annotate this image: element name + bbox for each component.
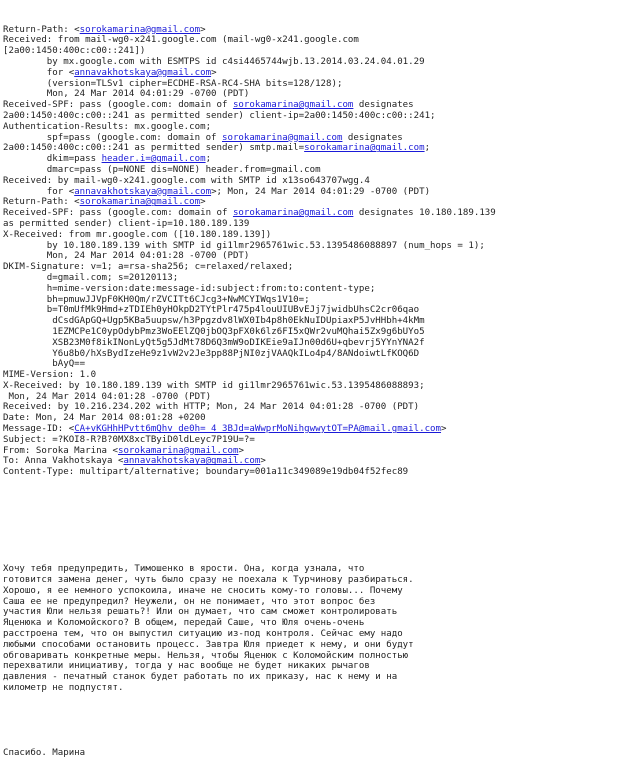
header-text: > [441, 424, 447, 435]
header-line [3, 370, 620, 381]
body-signature-gap [3, 715, 620, 726]
header-line [3, 187, 620, 198]
header-line [3, 57, 620, 68]
header-text: dkim=pass [3, 154, 102, 165]
email-body [3, 564, 620, 694]
header-text: Received-SPF: pass (google.com: domain of [3, 208, 233, 219]
header-text: DKIM-Signature: v=1; a=rsa-sha256; c=relaxed/relaxed; [3, 262, 294, 273]
email-headers [3, 25, 620, 478]
email-link[interactable]: annavakhotskaya@gmail.com [123, 456, 261, 467]
email-signature: Спасибо. Марина [3, 748, 86, 758]
header-text: Mon, 24 Mar 2014 04:01:28 -0700 (PDT) [3, 391, 212, 402]
header-text: X-Received: by 10.180.189.139 with SMTP id gi1lmr2965761wic.53.1395486088893; [3, 380, 425, 391]
header-line [3, 68, 620, 79]
email-link[interactable]: sorokamarina@gmail.com [117, 445, 239, 456]
header-text: > [200, 24, 206, 35]
body-line: давления - печатный станок будет работать по их приказу, нас к нему и на [3, 672, 398, 683]
email-link[interactable]: sorokamarina@gmail.com [222, 132, 343, 143]
header-line [3, 273, 620, 284]
header-text: for < [3, 67, 75, 78]
header-text: Received: from mail-wg0-x241.google.com (mail-wg0-x241.google.com [3, 35, 359, 46]
header-text: h=mime-version:date:message-id:subject:from:to:content-type; [3, 283, 376, 294]
header-text: designates 10.180.189.139 [353, 208, 496, 219]
header-text: Y6u8b0/hXsBydIzeHe9z1vW2v2Je3pp88PjNI0zjVAAQkILo4p4/8ANdoiwtLfKOQ6D [3, 348, 420, 359]
email-link[interactable]: sorokamarina@gmail.com [232, 208, 354, 219]
header-text: XSB23M0f8ikINonLyQt5g5JdMt78D6Q3mW9oDIKEie9aIJn00d6U+qbevrj5YYnYNA2f [3, 337, 425, 348]
header-text: ; [205, 154, 212, 165]
email-link[interactable]: header.i=@gmail.com [101, 154, 206, 165]
header-line [3, 111, 620, 122]
header-line [3, 467, 620, 478]
body-line: готовится замена денег, чуть было сразу не поехала к Турчинову разбираться. [3, 575, 414, 586]
header-text: To: Anna Vakhotskaya < [3, 456, 124, 467]
header-text: Content-Type: multipart/alternative; boundary=001a11c349089e19db04f52fec89 [3, 467, 409, 478]
header-text: as permitted sender) client-ip=10.180.189.139 [3, 218, 250, 229]
email-link[interactable]: sorokamarina@gmail.com [304, 143, 425, 154]
header-text: bAyQ== [3, 359, 86, 370]
header-line [3, 327, 620, 338]
header-line [3, 262, 620, 273]
body-line: любыми способами остановить процесс. Завтра Юля приедет к нему, и они будут [3, 639, 414, 650]
header-line [3, 176, 620, 187]
body-line: обговаривать конкретные меры. Нельзя, чтобы Яценюк с Коломойским полностью [3, 650, 409, 661]
header-text: dCsdGApGQ+Ugp5KBa5uupsw/h3Ppgzdv8lWX0Ib4p8h0EkNuIDUpiaxP5JvHHbh+4kMm [3, 316, 425, 327]
header-text: d=gmail.com; s=20120113; [3, 272, 179, 283]
header-text: > [211, 67, 217, 78]
header-line [3, 305, 620, 316]
header-text: Return-Path: < [3, 24, 80, 35]
body-line: Саша ее не предупредил? Неужели, он не понимает, что этот вопрос без [3, 596, 376, 607]
header-text: Received-SPF: pass (google.com: domain of [3, 100, 233, 111]
header-text: bh=pmuwJJVpF0KH0Qm/rZVCITt6CJcg3+NwMCYIWqs1V10=; [3, 294, 310, 305]
header-line [3, 197, 620, 208]
header-line [3, 100, 620, 111]
email-link[interactable]: sorokamarina@gmail.com [79, 24, 201, 35]
header-line [3, 456, 620, 467]
header-text: Mon, 24 Mar 2014 04:01:29 -0700 (PDT) [3, 89, 250, 100]
body-line: расстроена тем, что он выпустил ситуацию из-под контроля. Сейчас ему надо [3, 629, 403, 640]
header-line [3, 165, 620, 176]
header-line [3, 446, 620, 457]
header-text: by mx.google.com with ESMTPS id c4si4465744wjb.13.2014.03.24.04.01.29 [3, 56, 425, 67]
header-text: Received: by mail-wg0-x241.google.com with SMTP id x13so643707wgg.4 [3, 175, 370, 186]
header-line [3, 122, 620, 133]
header-line [3, 219, 620, 230]
header-text: 2a00:1450:400c:c00::241 as permitted sender) client-ip=2a00:1450:400c:c00::241; [3, 110, 436, 121]
header-line [3, 435, 620, 446]
header-text: ; [424, 143, 431, 154]
header-line [3, 35, 620, 46]
header-line [3, 381, 620, 392]
header-line [3, 241, 620, 252]
header-line [3, 413, 620, 424]
body-line: Яценюка и Коломойского? В общем, передай Саше, что Юля очень-очень [3, 618, 365, 629]
header-text: designates [342, 132, 403, 143]
header-line [3, 143, 620, 154]
header-text: 1EZMCPe1C0ypOdybPmz3WoEElZQ0jbOQ3pFX0k6lz6FI5xQWr2vuMQhai5Zx9g6bUYo5 [3, 326, 425, 337]
header-text: Subject: =?KOI8-R?B?0MX8xcTByiD0ldLeyc7P19U=?= [3, 434, 255, 445]
header-text: for < [3, 186, 75, 197]
header-text: Date: Mon, 24 Mar 2014 08:01:28 +0200 [3, 413, 206, 424]
header-line [3, 133, 620, 144]
email-link[interactable]: CA+vKGHhHPvtt6mQhv_de0h=_4_3BJd=aWwprMoNihgwwytOT=PA@mail.gmail.com [74, 424, 442, 435]
header-text: spf=pass (google.com: domain of [3, 132, 222, 143]
header-line [3, 316, 620, 327]
header-text: by 10.180.189.139 with SMTP id gi1lmr2965761wic.53.1395486088897 (num_hops = 1); [3, 240, 485, 251]
header-line [3, 89, 620, 100]
header-text: dmarc=pass (p=NONE dis=NONE) header.from=gmail.com [3, 164, 321, 175]
header-line [3, 284, 620, 295]
header-line [3, 392, 620, 403]
header-line [3, 338, 620, 349]
header-text: (version=TLSv1 cipher=ECDHE-RSA-RC4-SHA bits=128/128); [3, 78, 343, 89]
header-text: MIME-Version: 1.0 [3, 370, 97, 381]
email-link[interactable]: sorokamarina@gmail.com [232, 100, 354, 111]
header-text: b=T0mUfMk9Hmd+zTDIEh0yHOkpD2TYtPlr475p4louUIUBvEJj7jwidbUhsC2cr06qao [3, 305, 420, 316]
email-link[interactable]: annavakhotskaya@gmail.com [74, 67, 212, 78]
header-text: From: Soroka Marina < [3, 445, 118, 456]
header-text: Message-ID: < [3, 424, 75, 435]
header-line [3, 359, 620, 370]
header-line [3, 402, 620, 413]
body-line: перехватили инициативу, тогда у нас вообще не будет никаких рычагов [3, 661, 370, 672]
header-line [3, 230, 620, 241]
header-text: [2a00:1450:400c:c00::241]) [3, 46, 146, 57]
body-line: Хочу тебя предупредить, Тимошенко в ярости. Она, когда узнала, что [3, 564, 365, 575]
header-text: X-Received: from mr.google.com ([10.180.189.139]) [3, 229, 272, 240]
header-line [3, 424, 620, 435]
header-text: Received: by 10.216.234.202 with HTTP; Mon, 24 Mar 2014 04:01:28 -0700 (PDT) [3, 402, 420, 413]
header-text: > [260, 456, 266, 467]
header-text: designates [353, 100, 414, 111]
header-line [3, 251, 620, 262]
header-line [3, 46, 620, 57]
header-text: Mon, 24 Mar 2014 04:01:28 -0700 (PDT) [3, 251, 250, 262]
header-text: > [238, 445, 244, 456]
header-line [3, 79, 620, 90]
header-text: 2a00:1450:400c:c00::241 as permitted sender) smtp.mail= [3, 143, 305, 154]
header-line [3, 25, 620, 36]
header-text: Authentication-Results: mx.google.com; [3, 121, 212, 132]
header-text: > [200, 197, 206, 208]
email-link[interactable]: annavakhotskaya@gmail.com [74, 186, 212, 197]
body-line: участия Юли нельзя решать?! Или он думает, что сам сможет контролировать [3, 607, 398, 618]
body-line: Хорошо, я ее немного успокоила, иначе не сносить кому-то головы... Почему [3, 585, 403, 596]
header-text: >; Mon, 24 Mar 2014 04:01:29 -0700 (PDT) [211, 186, 431, 197]
header-text: Return-Path: < [3, 197, 80, 208]
header-line [3, 208, 620, 219]
body-line: километр не подпустят. [3, 683, 124, 694]
email-link[interactable]: sorokamarina@gmail.com [79, 197, 201, 208]
headers-body-gap [3, 500, 620, 543]
header-line [3, 154, 620, 165]
header-line [3, 349, 620, 360]
header-line [3, 295, 620, 306]
